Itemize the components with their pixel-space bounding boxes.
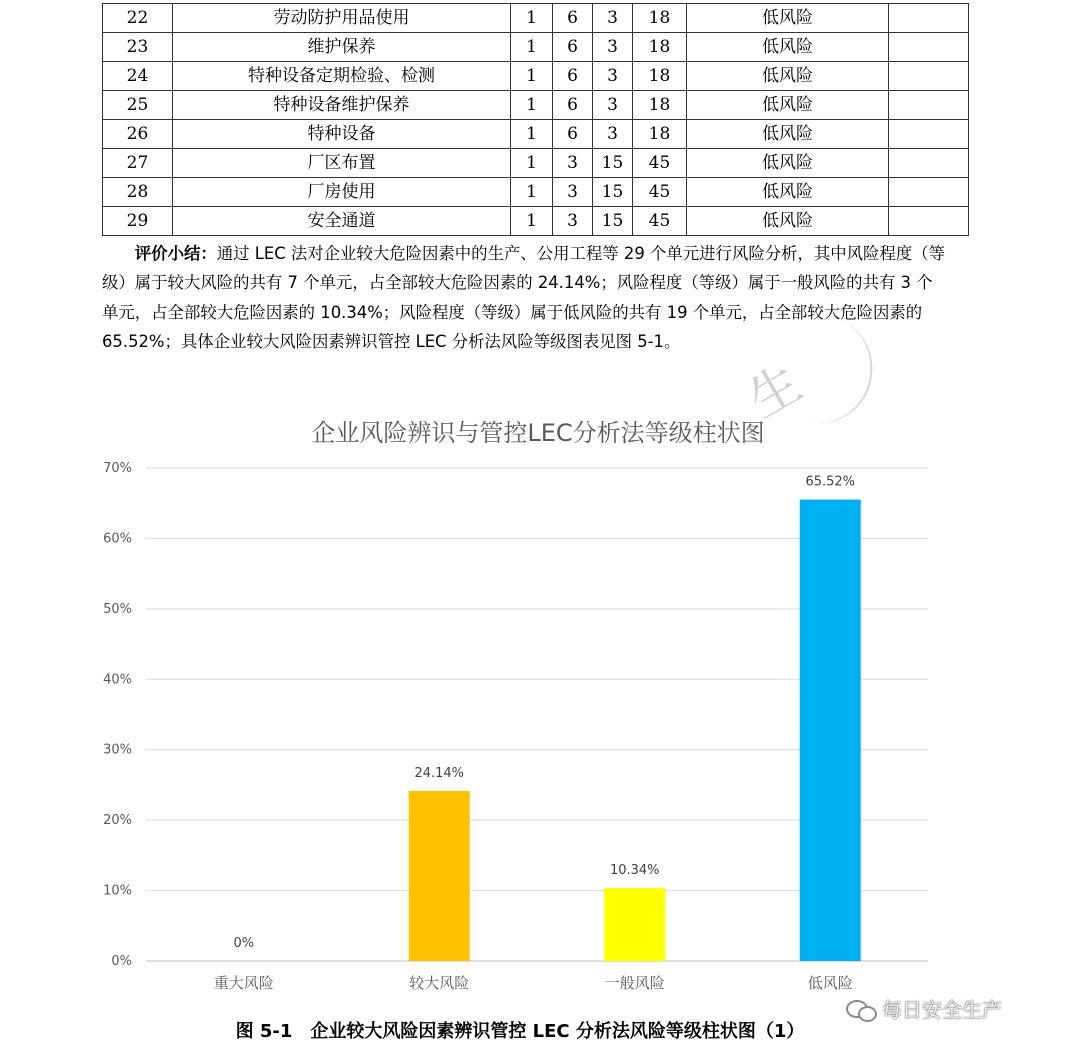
value-e: 6 — [553, 33, 593, 62]
row-number: 26 — [103, 120, 173, 149]
y-tick-label: 70% — [103, 461, 132, 476]
row-number: 24 — [103, 62, 173, 91]
y-tick-label: 30% — [103, 742, 132, 758]
value-d: 18 — [633, 62, 687, 91]
y-tick-label: 40% — [103, 672, 132, 688]
data-label: 65.52% — [805, 474, 856, 490]
value-d: 45 — [633, 207, 687, 236]
value-c: 15 — [593, 207, 633, 236]
figure-caption: 图 5-1 企业较大风险因素辨识管控 LEC 分析法风险等级柱状图（1） — [235, 1021, 805, 1042]
y-tick-label: 60% — [103, 531, 132, 547]
unit-name: 维护保养 — [173, 33, 511, 62]
risk-level: 低风险 — [687, 33, 889, 62]
value-c: 15 — [593, 178, 633, 207]
value-l: 1 — [511, 149, 553, 178]
value-d: 45 — [633, 149, 687, 178]
y-tick-label: 20% — [103, 813, 132, 829]
category-label: 重大风险 — [213, 974, 274, 992]
value-l: 1 — [511, 120, 553, 149]
value-c: 3 — [593, 91, 633, 120]
value-e: 6 — [553, 120, 593, 149]
unit-name: 安全通道 — [173, 207, 511, 236]
row-number: 27 — [103, 149, 173, 178]
row-number: 22 — [103, 4, 173, 33]
value-l: 1 — [511, 33, 553, 62]
unit-name: 特种设备 — [173, 120, 511, 149]
value-c: 3 — [593, 33, 633, 62]
badge-text: 每日安全生产 — [882, 998, 1002, 1022]
row-number: 23 — [103, 33, 173, 62]
value-l: 1 — [511, 62, 553, 91]
risk-level: 低风险 — [687, 207, 889, 236]
category-label: 低风险 — [807, 974, 853, 992]
bar — [604, 888, 665, 961]
y-tick-label: 50% — [103, 601, 132, 617]
value-d: 18 — [633, 4, 687, 33]
value-d: 45 — [633, 178, 687, 207]
chart-title: 企业风险辨识与管控LEC分析法等级柱状图 — [311, 419, 765, 447]
row-number: 25 — [103, 91, 173, 120]
value-d: 18 — [633, 91, 687, 120]
value-l: 1 — [511, 4, 553, 33]
value-c: 15 — [593, 149, 633, 178]
value-e: 3 — [553, 178, 593, 207]
bar — [409, 791, 470, 961]
value-l: 1 — [511, 178, 553, 207]
risk-level: 低风险 — [687, 149, 889, 178]
value-d: 18 — [633, 33, 687, 62]
source-badge — [846, 994, 1002, 1023]
value-c: 3 — [593, 4, 633, 33]
value-e: 3 — [553, 207, 593, 236]
data-label: 24.14% — [414, 765, 465, 781]
y-tick-label: 0% — [111, 954, 132, 969]
risk-level: 低风险 — [687, 91, 889, 120]
row-number: 28 — [103, 178, 173, 207]
value-e: 6 — [553, 4, 593, 33]
risk-level: 低风险 — [687, 62, 889, 91]
bar — [800, 500, 861, 961]
row-number: 29 — [103, 207, 173, 236]
risk-level: 低风险 — [687, 120, 889, 149]
category-label: 较大风险 — [409, 974, 470, 992]
watermark-text: 生 — [738, 353, 812, 430]
value-e: 6 — [553, 91, 593, 120]
risk-level: 低风险 — [687, 178, 889, 207]
value-e: 6 — [553, 62, 593, 91]
unit-name: 特种设备维护保养 — [173, 91, 511, 120]
risk-level: 低风险 — [687, 4, 889, 33]
unit-name: 特种设备定期检验、检测 — [173, 62, 511, 91]
summary-text: 通过 LEC 法对企业较大危险因素中的生产、公用工程等 29 个单元进行风险分析，其中风险程度（等级）属于较大风险的共有 7 个单元，占全部较大危险因素的 24.14%；风险程度（等级）属于一般风险的共有 3 个单元，占全部较大危险因素的 10.34%；风险程度（等级）属于低风险的共有 19 个单元，占全部较大危险因素的 65.52%；具体企业较大风险因素辨识管控 LEC 分析法风险等级图表见图 5-1。 — [102, 244, 946, 352]
category-label: 一般风险 — [604, 974, 665, 992]
wechat-icon — [846, 998, 876, 1020]
data-label: 10.34% — [609, 863, 660, 879]
unit-name: 厂区布置 — [173, 149, 511, 178]
value-c: 3 — [593, 62, 633, 91]
data-label: 0% — [233, 936, 255, 951]
value-d: 18 — [633, 120, 687, 149]
value-l: 1 — [511, 91, 553, 120]
y-tick-label: 10% — [103, 883, 132, 899]
value-e: 3 — [553, 149, 593, 178]
unit-name: 厂房使用 — [173, 178, 511, 207]
value-l: 1 — [511, 207, 553, 236]
unit-name: 劳动防护用品使用 — [173, 4, 511, 33]
value-c: 3 — [593, 120, 633, 149]
summary-label: 评价小结： — [134, 244, 217, 263]
